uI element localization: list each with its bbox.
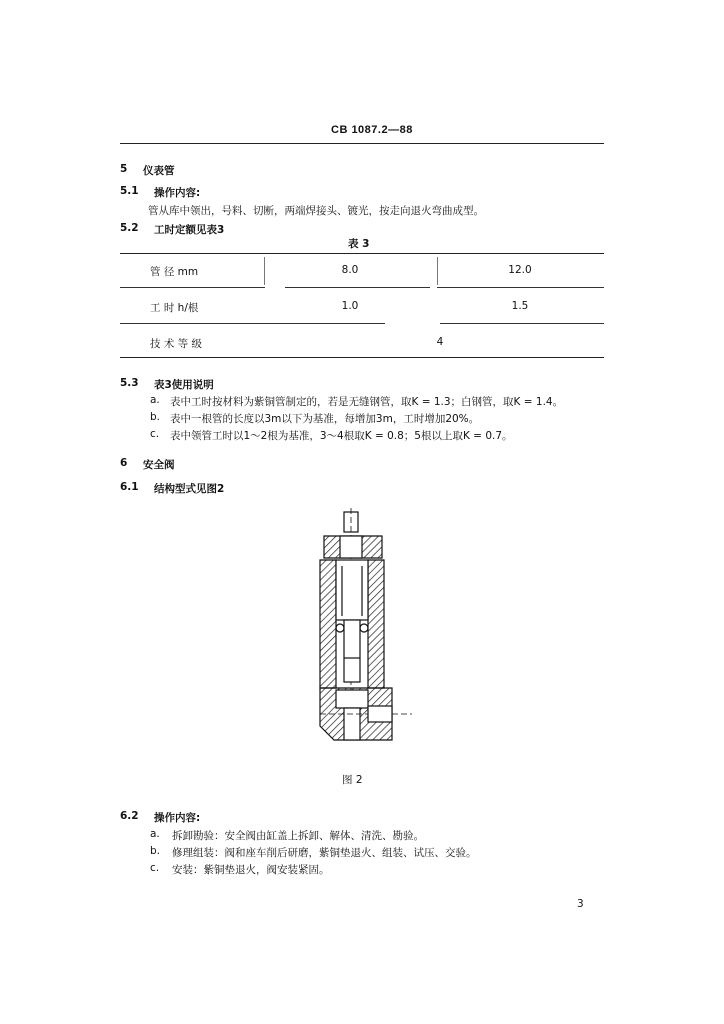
table-row-label: 工 时 h/根: [150, 302, 199, 314]
valve-spindle: [344, 620, 360, 682]
table-cell: 4: [436, 336, 444, 348]
table-row-rule: [440, 323, 604, 324]
section-6-title: 安全阀: [143, 459, 175, 471]
table-row-label: 管 径 mm: [150, 266, 199, 278]
list-item-text: 安装：紫铜垫退火，阀安装紧固。: [172, 864, 330, 876]
table-cell: 1.5: [511, 300, 529, 312]
section-5-title: 仪表管: [143, 165, 175, 177]
document-code: CB 1087.2—88: [331, 124, 413, 136]
table-cell: 8.0: [341, 264, 359, 276]
list-item-text: 表中领管工时以1～2根为基准，3～4根取K = 0.8；5根以上取K = 0.7。: [170, 430, 513, 442]
list-item-text: 表中一根管的长度以3m以下为基准，每增加3m，工时增加20%。: [170, 413, 480, 425]
table-3-caption: 表 3: [348, 238, 370, 250]
table-col-divider-2: [437, 257, 438, 285]
table-row-rule: [120, 323, 385, 324]
list-item-mark: a.: [150, 828, 160, 840]
section-6-number: 6: [120, 457, 128, 469]
table-row-rule: [285, 287, 430, 288]
figure-2-caption: 图 2: [342, 774, 363, 786]
list-item-text: 表中工时按材料为紫铜管制定的，若是无缝钢管，取K = 1.3；白钢管，取K = 1.4。: [170, 396, 564, 408]
table-col-divider-1: [264, 257, 265, 285]
valve-body-left: [320, 560, 336, 688]
section-5-1-number: 5.1: [120, 185, 139, 197]
seat-ring-left: [336, 624, 344, 632]
page-number: 3: [577, 898, 584, 910]
side-port: [368, 706, 392, 722]
table-top-rule: [120, 253, 604, 254]
list-item-mark: b.: [150, 845, 161, 857]
header-rule: [120, 143, 604, 144]
safety-valve-drawing: [300, 508, 412, 744]
list-item-text: 拆卸勘验：安全阀由缸盖上拆卸、解体、清洗、勘验。: [172, 830, 424, 842]
list-item-mark: c.: [150, 862, 160, 874]
table-row-rule: [437, 287, 604, 288]
section-5-number: 5: [120, 163, 128, 175]
list-item-mark: b.: [150, 411, 161, 423]
outlet-bore: [344, 708, 360, 740]
list-item-mark: c.: [150, 428, 160, 440]
table-row-rule: [120, 287, 265, 288]
section-5-2-title: 工时定额见表3: [154, 224, 225, 236]
table-bottom-rule: [120, 357, 604, 358]
list-item-mark: a.: [150, 394, 160, 406]
section-6-2-title: 操作内容:: [154, 812, 201, 824]
valve-body-right: [368, 560, 384, 688]
table-cell: 1.0: [341, 300, 359, 312]
section-5-3-title: 表3使用说明: [154, 379, 214, 391]
section-6-1-title: 结构型式见图2: [154, 483, 225, 495]
section-5-2-number: 5.2: [120, 222, 139, 234]
section-5-1-body: 管从库中领出，号料、切断，两端焊接头、镀光，按走向退火弯曲成型。: [148, 205, 484, 217]
seat-ring-right: [360, 624, 368, 632]
section-5-1-title: 操作内容:: [154, 187, 201, 199]
list-item-text: 修理组装：阀和座车削后研磨，紫铜垫退火、组装、试压、交验。: [172, 847, 477, 859]
section-5-3-number: 5.3: [120, 377, 139, 389]
table-cell: 12.0: [508, 264, 532, 276]
section-6-1-number: 6.1: [120, 481, 139, 493]
spring-chamber: [336, 560, 368, 620]
section-6-2-number: 6.2: [120, 810, 139, 822]
table-row-label: 技 术 等 级: [150, 338, 203, 350]
